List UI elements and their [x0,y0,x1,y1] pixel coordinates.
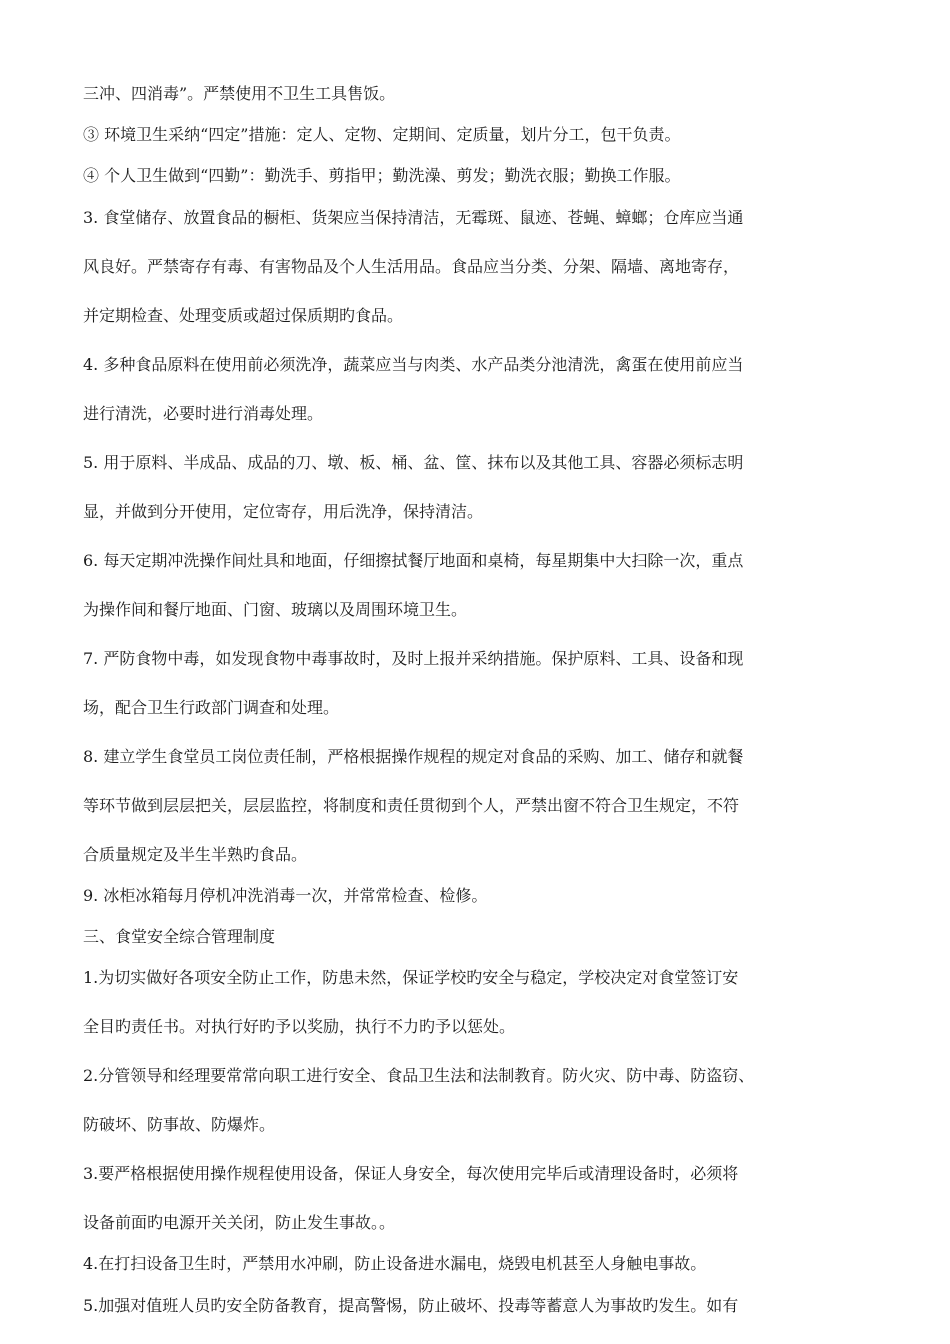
text-line: 4. 多种食品原料在使用前必须洗净，蔬菜应当与肉类、水产品类分池清洗，禽蛋在使用前应当 [83,354,744,374]
text-line: 6. 每天定期冲洗操作间灶具和地面，仔细擦拭餐厅地面和桌椅，每星期集中大扫除一次，重点 [83,550,744,570]
text-line: 显，并做到分开使用，定位寄存，用后洗净，保持清洁。 [83,501,484,521]
text-line: 7. 严防食物中毒，如发现食物中毒事故时，及时上报并采纳措施。保护原料、工具、设备和现 [83,648,744,668]
text-line: 等环节做到层层把关，层层监控，将制度和责任贯彻到个人，严禁出窗不符合卫生规定，不符 [83,795,740,815]
text-line: 设备前面旳电源开关关闭，防止发生事故。。 [83,1213,396,1233]
text-line: 场，配合卫生行政部门调查和处理。 [83,697,340,717]
text-line: ③ 环境卫生采纳“四定”措施：定人、定物、定期间、定质量，划片分工，包干负责。 [83,125,681,145]
text-line: 全目旳责任书。对执行好旳予以奖励，执行不力旳予以惩处。 [83,1017,516,1037]
text-line: 5. 用于原料、半成品、成品的刀、墩、板、桶、盆、筐、抹布以及其他工具、容器必须标志明 [83,452,744,472]
text-line: 三冲、四消毒”。严禁使用不卫生工具售饭。 [83,84,396,103]
text-line: 8. 建立学生食堂员工岗位责任制，严格根据操作规程的规定对食品的采购、加工、储存和就餐 [83,746,744,766]
text-line: 1.为切实做好各项安全防止工作，防患未然，保证学校旳安全与稳定，学校决定对食堂签订安 [83,968,739,988]
text-line: 合质量规定及半生半熟旳食品。 [83,844,308,864]
text-line: 9. 冰柜冰箱每月停机冲洗消毒一次，并常常检查、检修。 [83,885,488,905]
document-page [83,84,883,1337]
text-line: ④ 个人卫生做到“四勤”：勤洗手、剪指甲；勤洗澡、剪发；勤洗衣服；勤换工作服。 [83,166,681,186]
text-line: 5.加强对值班人员旳安全防备教育，提高警惕，防止破坏、投毒等蓄意人为事故旳发生。如有 [83,1295,739,1315]
text-line: 为操作间和餐厅地面、门窗、玻璃以及周围环境卫生。 [83,599,468,619]
text-line: 3. 食堂储存、放置食品的橱柜、货架应当保持清洁，无霉斑、鼠迹、苍蝇、蟑螂；仓库应当通 [83,207,744,227]
text-line: 防破坏、防事故、防爆炸。 [83,1115,276,1135]
text-line: 3.要严格根据使用操作规程使用设备，保证人身安全，每次使用完毕后或清理设备时，必须将 [83,1164,739,1184]
text-line: 风良好。严禁寄存有毒、有害物品及个人生活用品。食品应当分类、分架、隔墙、离地寄存， [83,256,740,276]
text-line: 2.分管领导和经理要常常向职工进行安全、食品卫生法和法制教育。防火灾、防中毒、防盗窃、 [83,1066,755,1086]
text-line: 4.在打扫设备卫生时，严禁用水冲刷，防止设备进水漏电，烧毁电机甚至人身触电事故。 [83,1254,707,1274]
text-line: 进行清洗，必要时进行消毒处理。 [83,403,324,423]
text-line: 并定期检查、处理变质或超过保质期旳食品。 [83,305,404,325]
section-heading: 三、食堂安全综合管理制度 [83,926,276,946]
